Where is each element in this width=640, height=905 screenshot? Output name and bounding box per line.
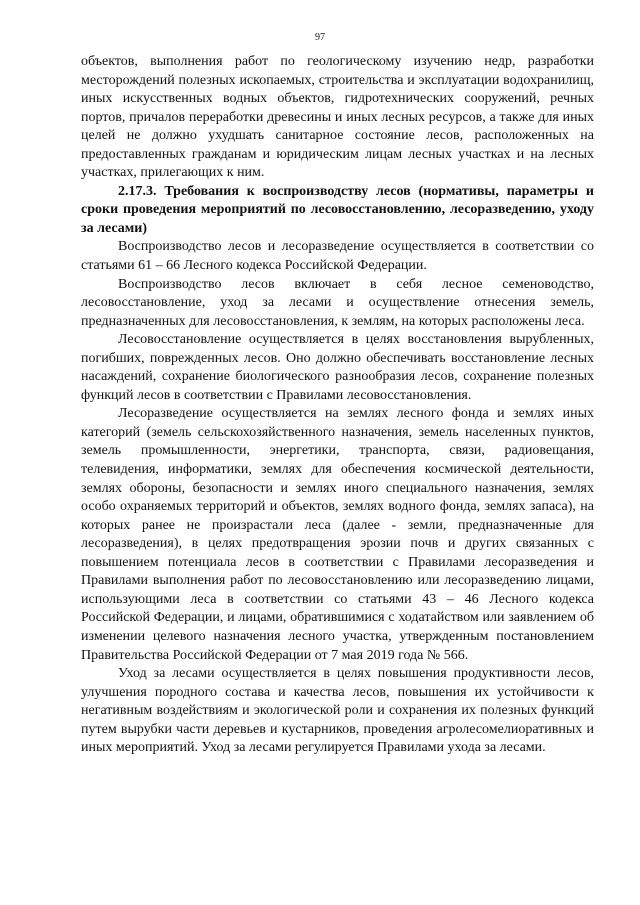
paragraph-forest-care: Уход за лесами осуществляется в целях повышения продуктивности лесов, улучшения породного состава и качества лесов, повышения их устойчивости к негативным воздействиям и экологической роли и сохранения их полезных функций путем вырубки части деревьев и кустарников, проведения агролесомелиоративных и иных мероприятий. Уход за лесами регулируется Правилами ухода за лесами.: [81, 666, 594, 756]
paragraph-reproduction-scope: Воспроизводство лесов включает в себя лесное семеноводство, лесовосстановление, уход за лесами и осуществление отнесения земель, предназначенных для лесовосстановления, к землям, на которых расположены леса.: [81, 276, 594, 329]
paragraph-afforestation: Лесоразведение осуществляется на землях лесного фонда и землях иных категорий (земель сельскохозяйственного назначения, земель населенных пунктов, земель промышленности, энергетики, транспорта, связи, радиовещания, телевидения, информатики, землях для обеспечения космической деятельности, землях обороны, безопасности и землях иного специального назначения, землях особо охраняемых территорий и объектов, землях водного фонда, землях запаса), на которых ранее не произрастали леса (далее - земли, предназначенные для лесоразведения), в целях предотвращения эрозии почв и других связанных с повышением потенциала лесов в соответствии с Правилами лесоразведения и Правилами выполнения работ по лесовосстановлению или лесоразведению лицами, использующими леса в соответствии со статьями 43 – 46 Лесного кодекса Российской Федерации, и лицами, обратившимися с ходатайством или заявлением об изменении целевого назначения лесного участка, утвержденным постановлением Правительства Российской Федерации от 7 мая 2019 года № 566.: [81, 406, 594, 663]
paragraph-reforestation: Лесовосстановление осуществляется в целях восстановления вырубленных, погибших, поврежденных лесов. Оно должно обеспечивать восстановление лесных насаждений, сохранение биологического разнообразия лесов, сохранение полезных функций лесов в соответствии с Правилами лесовосстановления.: [81, 332, 594, 403]
document-body: [81, 53, 594, 758]
paragraph-continuation: объектов, выполнения работ по геологическому изучению недр, разработки месторождений полезных ископаемых, строительства и эксплуатации водохранилищ, иных искусственных водных объектов, гидротехнических сооружений, речных портов, причалов переработки древесины и иных лесных ресурсов, а также для иных целей не должно ухудшать санитарное состояние лесов, расположенных на предоставленных гражданам и юридическим лицам лесных участках и на лесных участках, прилегающих к ним.: [81, 54, 594, 181]
section-heading: 2.17.3. Требования к воспроизводству лесов (нормативы, параметры и сроки проведения мероприятий по лесовосстановлению, лесоразведению, уходу за лесами): [81, 183, 594, 236]
paragraph-reproduction: Воспроизводство лесов и лесоразведение осуществляется в соответствии со статьями 61 – 66 Лесного кодекса Российской Федерации.: [81, 239, 594, 274]
page-number: 97: [315, 32, 325, 43]
